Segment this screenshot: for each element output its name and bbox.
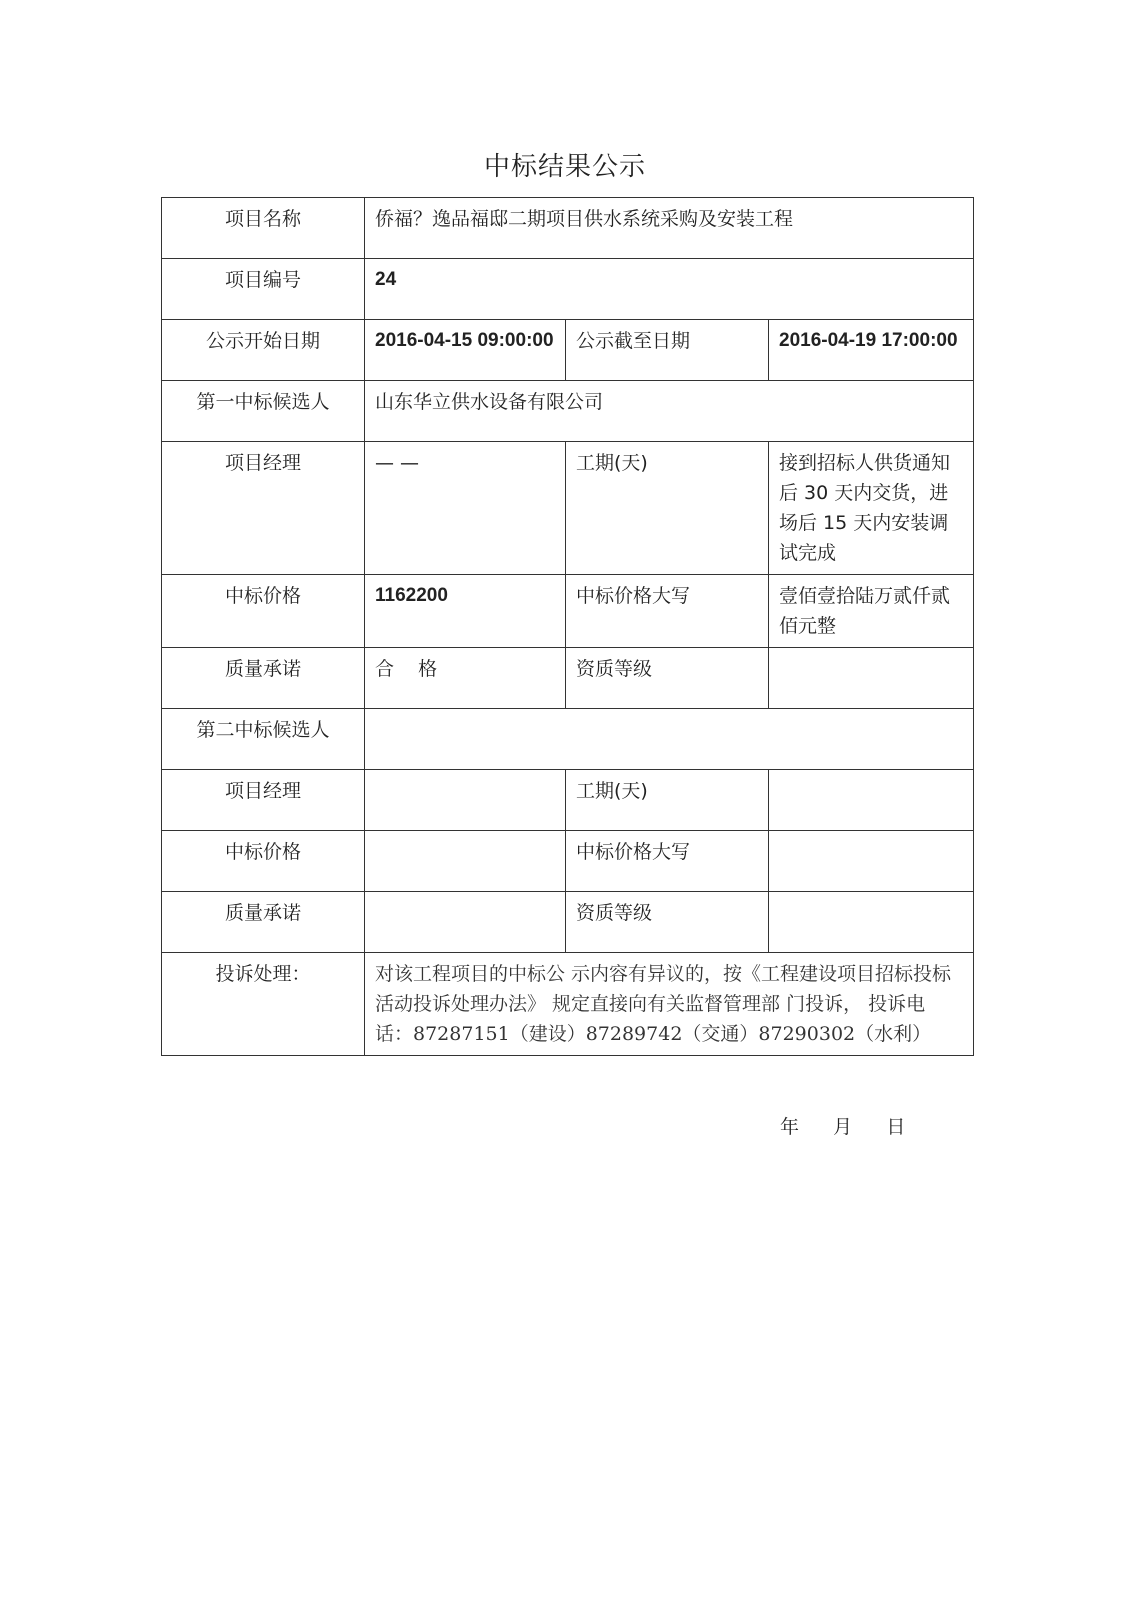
publicity-end-value: 2016-04-19 17:00:00 [769,320,974,381]
first-price-value: 1162200 [365,575,566,648]
row-complaint [162,953,974,1056]
second-quality-value [365,892,566,953]
second-candidate-label: 第二中标候选人 [162,709,365,770]
complaint-label: 投诉处理： [162,953,365,1056]
project-no-label: 项目编号 [162,259,365,320]
publicity-start-label: 公示开始日期 [162,320,365,381]
row-publicity-dates [162,320,974,381]
first-candidate-value: 山东华立供水设备有限公司 [365,381,974,442]
second-price-upper-value [769,831,974,892]
row-first-candidate [162,381,974,442]
second-qualification-value [769,892,974,953]
project-no-value: 24 [365,259,974,320]
second-manager-label: 项目经理 [162,770,365,831]
document-title: 中标结果公示 [483,152,646,182]
row-second-candidate [162,709,974,770]
publicity-end-label: 公示截至日期 [566,320,769,381]
row-project-no [162,259,974,320]
project-name-value: 侨福？逸品福邸二期项目供水系统采购及安装工程 [365,198,974,259]
complaint-text: 对该工程项目的中标公 示内容有异议的，按《工程建设项目招标投标活动投诉处理办法》 规定直接向有关监督管理部 门投诉， 投诉电话：87287151（建设）87289742（交通）87290302（水利） [365,953,974,1056]
row-first-quality [162,648,974,709]
first-candidate-label: 第一中标候选人 [162,381,365,442]
row-first-manager [162,442,974,575]
first-period-label: 工期(天) [566,442,769,575]
second-price-value [365,831,566,892]
second-period-value [769,770,974,831]
second-period-label: 工期(天) [566,770,769,831]
row-second-quality [162,892,974,953]
result-table [161,197,974,1056]
first-price-label: 中标价格 [162,575,365,648]
second-quality-label: 质量承诺 [162,892,365,953]
row-project-name [162,198,974,259]
first-quality-label: 质量承诺 [162,648,365,709]
second-price-upper-label: 中标价格大写 [566,831,769,892]
first-period-value: 接到招标人供货通知后 30 天内交货，进场后 15 天内安装调试完成 [769,442,974,575]
first-qualification-value [769,648,974,709]
signature-date: 年 月 日 [780,1116,908,1138]
first-price-upper-label: 中标价格大写 [566,575,769,648]
row-first-price [162,575,974,648]
second-manager-value [365,770,566,831]
first-quality-value: 合 格 [365,648,566,709]
second-candidate-value [365,709,974,770]
publicity-start-value: 2016-04-15 09:00:00 [365,320,566,381]
row-second-manager [162,770,974,831]
row-second-price [162,831,974,892]
first-price-upper-value: 壹佰壹拾陆万贰仟贰佰元整 [769,575,974,648]
first-manager-label: 项目经理 [162,442,365,575]
second-qualification-label: 资质等级 [566,892,769,953]
project-name-label: 项目名称 [162,198,365,259]
second-price-label: 中标价格 [162,831,365,892]
first-qualification-label: 资质等级 [566,648,769,709]
first-manager-value: — — [365,442,566,575]
